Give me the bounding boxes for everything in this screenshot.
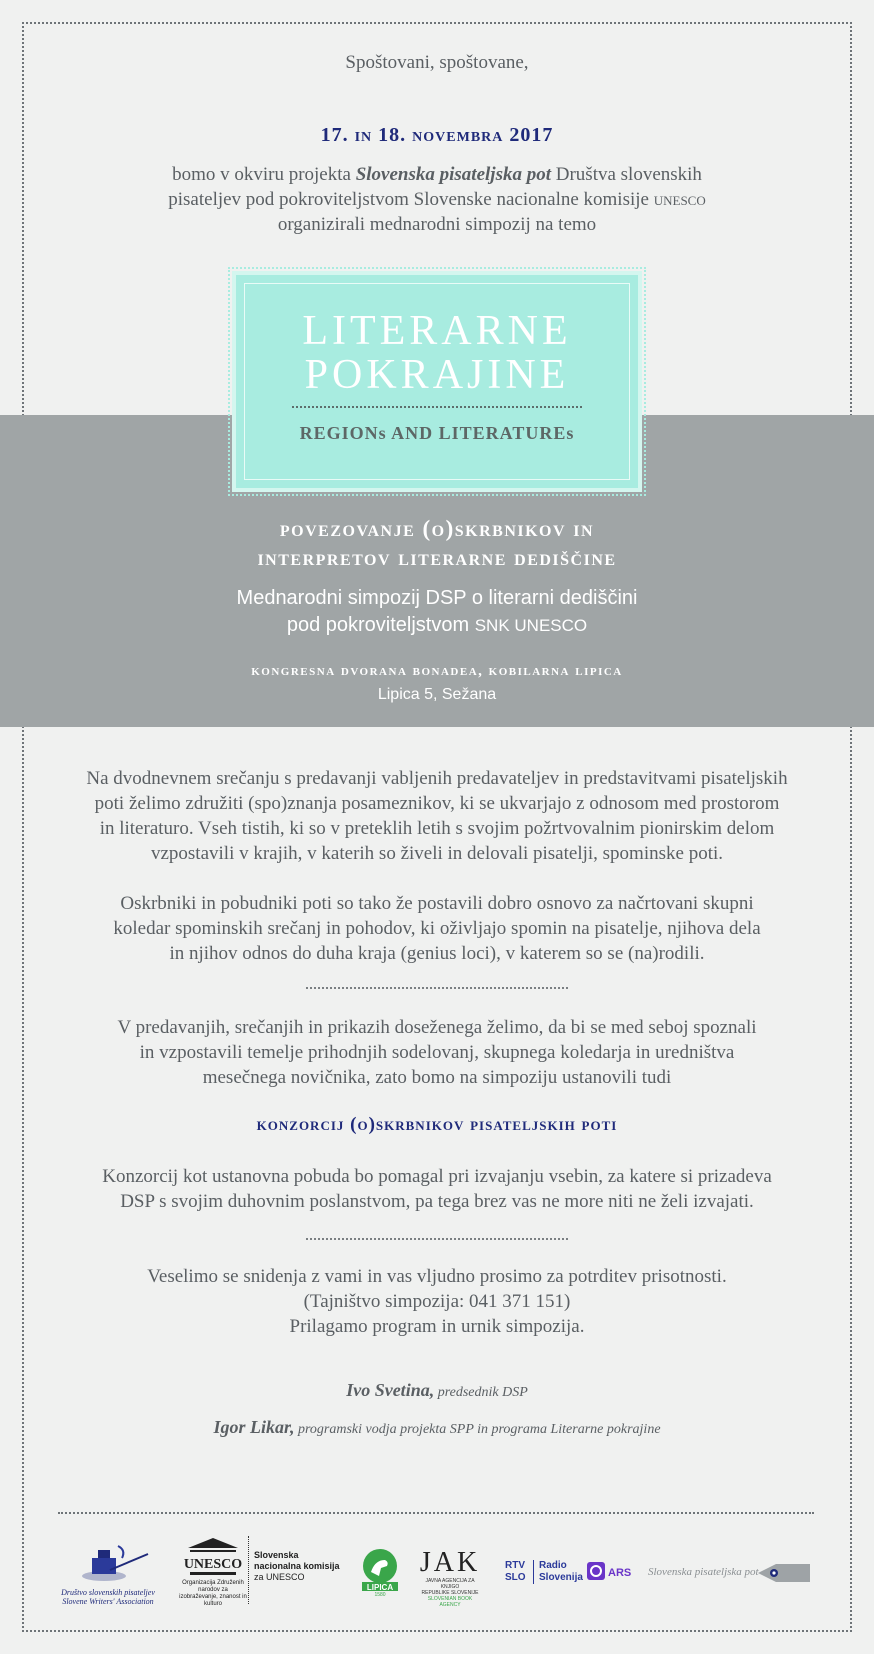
band-subtitle: Mednarodni simpozij DSP o literarni dediščini pod pokroviteljstvom SNK UNESCO: [236, 587, 638, 636]
paragraph-2: Oskrbniki in pobudniki poti so tako že postavili dobro osnovo za načrtovani skupni koledar spominskih srečanj in pohodov, ki oživljajo spomin na pisatelje, njihova dela in njihov odnos do duha kraja (genius loci), v katerem so se (na)rodili.: [113, 893, 761, 964]
main-title: LITERARNE POKRAJINE: [302, 308, 572, 398]
footer-divider: [58, 1512, 814, 1514]
band-heading: povezovanje (o)skrbnikov in interpretov literarne dediščine: [257, 516, 617, 570]
greeting: Spoštovani, spoštovane,: [345, 52, 529, 73]
signature-program-lead: Igor Likar, programski vodja projekta SPP in programa Literarne pokrajine: [213, 1417, 661, 1437]
svg-text:ARS: ARS: [608, 1567, 632, 1579]
rtv-slo-logo: RTV SLO Radio Slovenija: [505, 1560, 583, 1583]
horse-icon: [359, 1548, 401, 1596]
jak-logo: JAK JAVNA AGENCIJA ZA KNJIGO REPUBLIKE SLOVENIJE SLOVENIAN BOOK AGENCY: [419, 1547, 481, 1608]
title-subtitle: REGIONs AND LITERATUREs: [299, 423, 575, 443]
svg-text:LIPICA: LIPICA: [366, 1583, 394, 1592]
event-date: 17. in 18. novembra 2017: [320, 124, 554, 146]
konzorcij-heading: konzorcij (o)skrbnikov pisateljskih poti: [256, 1114, 618, 1135]
unesco-logo: UNESCO Organizacija Združenih narodov za izobraževanje, znanost in kulturo Slovenska nacionalna komisija za UNESCO: [178, 1536, 348, 1606]
lipica-logo: [359, 1548, 401, 1596]
divider: [306, 1238, 568, 1240]
dsp-logo: Društvo slovenskih pisateljev Slovene Writers' Association: [58, 1540, 158, 1606]
paragraph-4: Konzorcij kot ustanovna pobuda bo pomagal pri izvajanju vsebin, za katere si prizadeva DSP s svojim duhovnim poslanstvom, pa tega brez vas ne more niti ne želi izvajati.: [102, 1166, 772, 1212]
inkwell-icon: [58, 1540, 158, 1584]
address: Lipica 5, Sežana: [377, 686, 497, 703]
ars-logo: [586, 1560, 636, 1584]
paragraph-5: Veselimo se snidenja z vami in vas vljudno prosimo za potrditev prisotnosti. (Tajništvo simpozija: 041 371 151) Prilagamo program in urnik simpozija.: [147, 1266, 727, 1337]
divider: [306, 987, 568, 989]
pen-nib-icon: [756, 1560, 812, 1586]
venue: kongresna dvorana bonadea, kobilarna lipica: [251, 663, 623, 679]
paragraph-3: V predavanjih, srečanjih in prikazih doseženega želimo, da bi se med seboj spoznali in vzpostavili temelje prihodnjih sodelovanj, skupnega koledarja in uredništva mesečnega novičnika, zato bomo na simpoziju ustanovili tudi: [117, 1017, 757, 1088]
title-divider: [292, 406, 582, 408]
spp-logo: Slovenska pisateljska pot: [648, 1560, 812, 1586]
svg-text:UNESCO: UNESCO: [183, 1557, 243, 1572]
title-box: [232, 271, 642, 492]
unesco-temple-icon: [178, 1536, 248, 1578]
intro-text: bomo v okviru projekta Slovenska pisateljska pot Društva slovenskih pisateljev pod pokroviteljstvom Slovenske nacionalne komisije unesco organizirali mednarodni simpozij na temo: [168, 164, 706, 235]
ars-icon: [586, 1560, 636, 1584]
svg-text:1580: 1580: [374, 1592, 386, 1596]
signature-president: Ivo Svetina, predsednik DSP: [346, 1380, 528, 1400]
paragraph-1: Na dvodnevnem srečanju s predavanji vabljenih predavateljev in predstavitvami pisateljskih poti želimo združiti (spo)znanja posameznikov, ki se ukvarjajo z odnosom med prostorom in literaturo. Vseh tistih, ki so v preteklih letih s svojim požrtvovalnim pionirskim delom vzpostavili v krajih, v katerih so živeli in delovali pisatelji, spominske poti.: [86, 768, 788, 864]
project-name: Slovenska pisateljska pot: [355, 164, 551, 185]
